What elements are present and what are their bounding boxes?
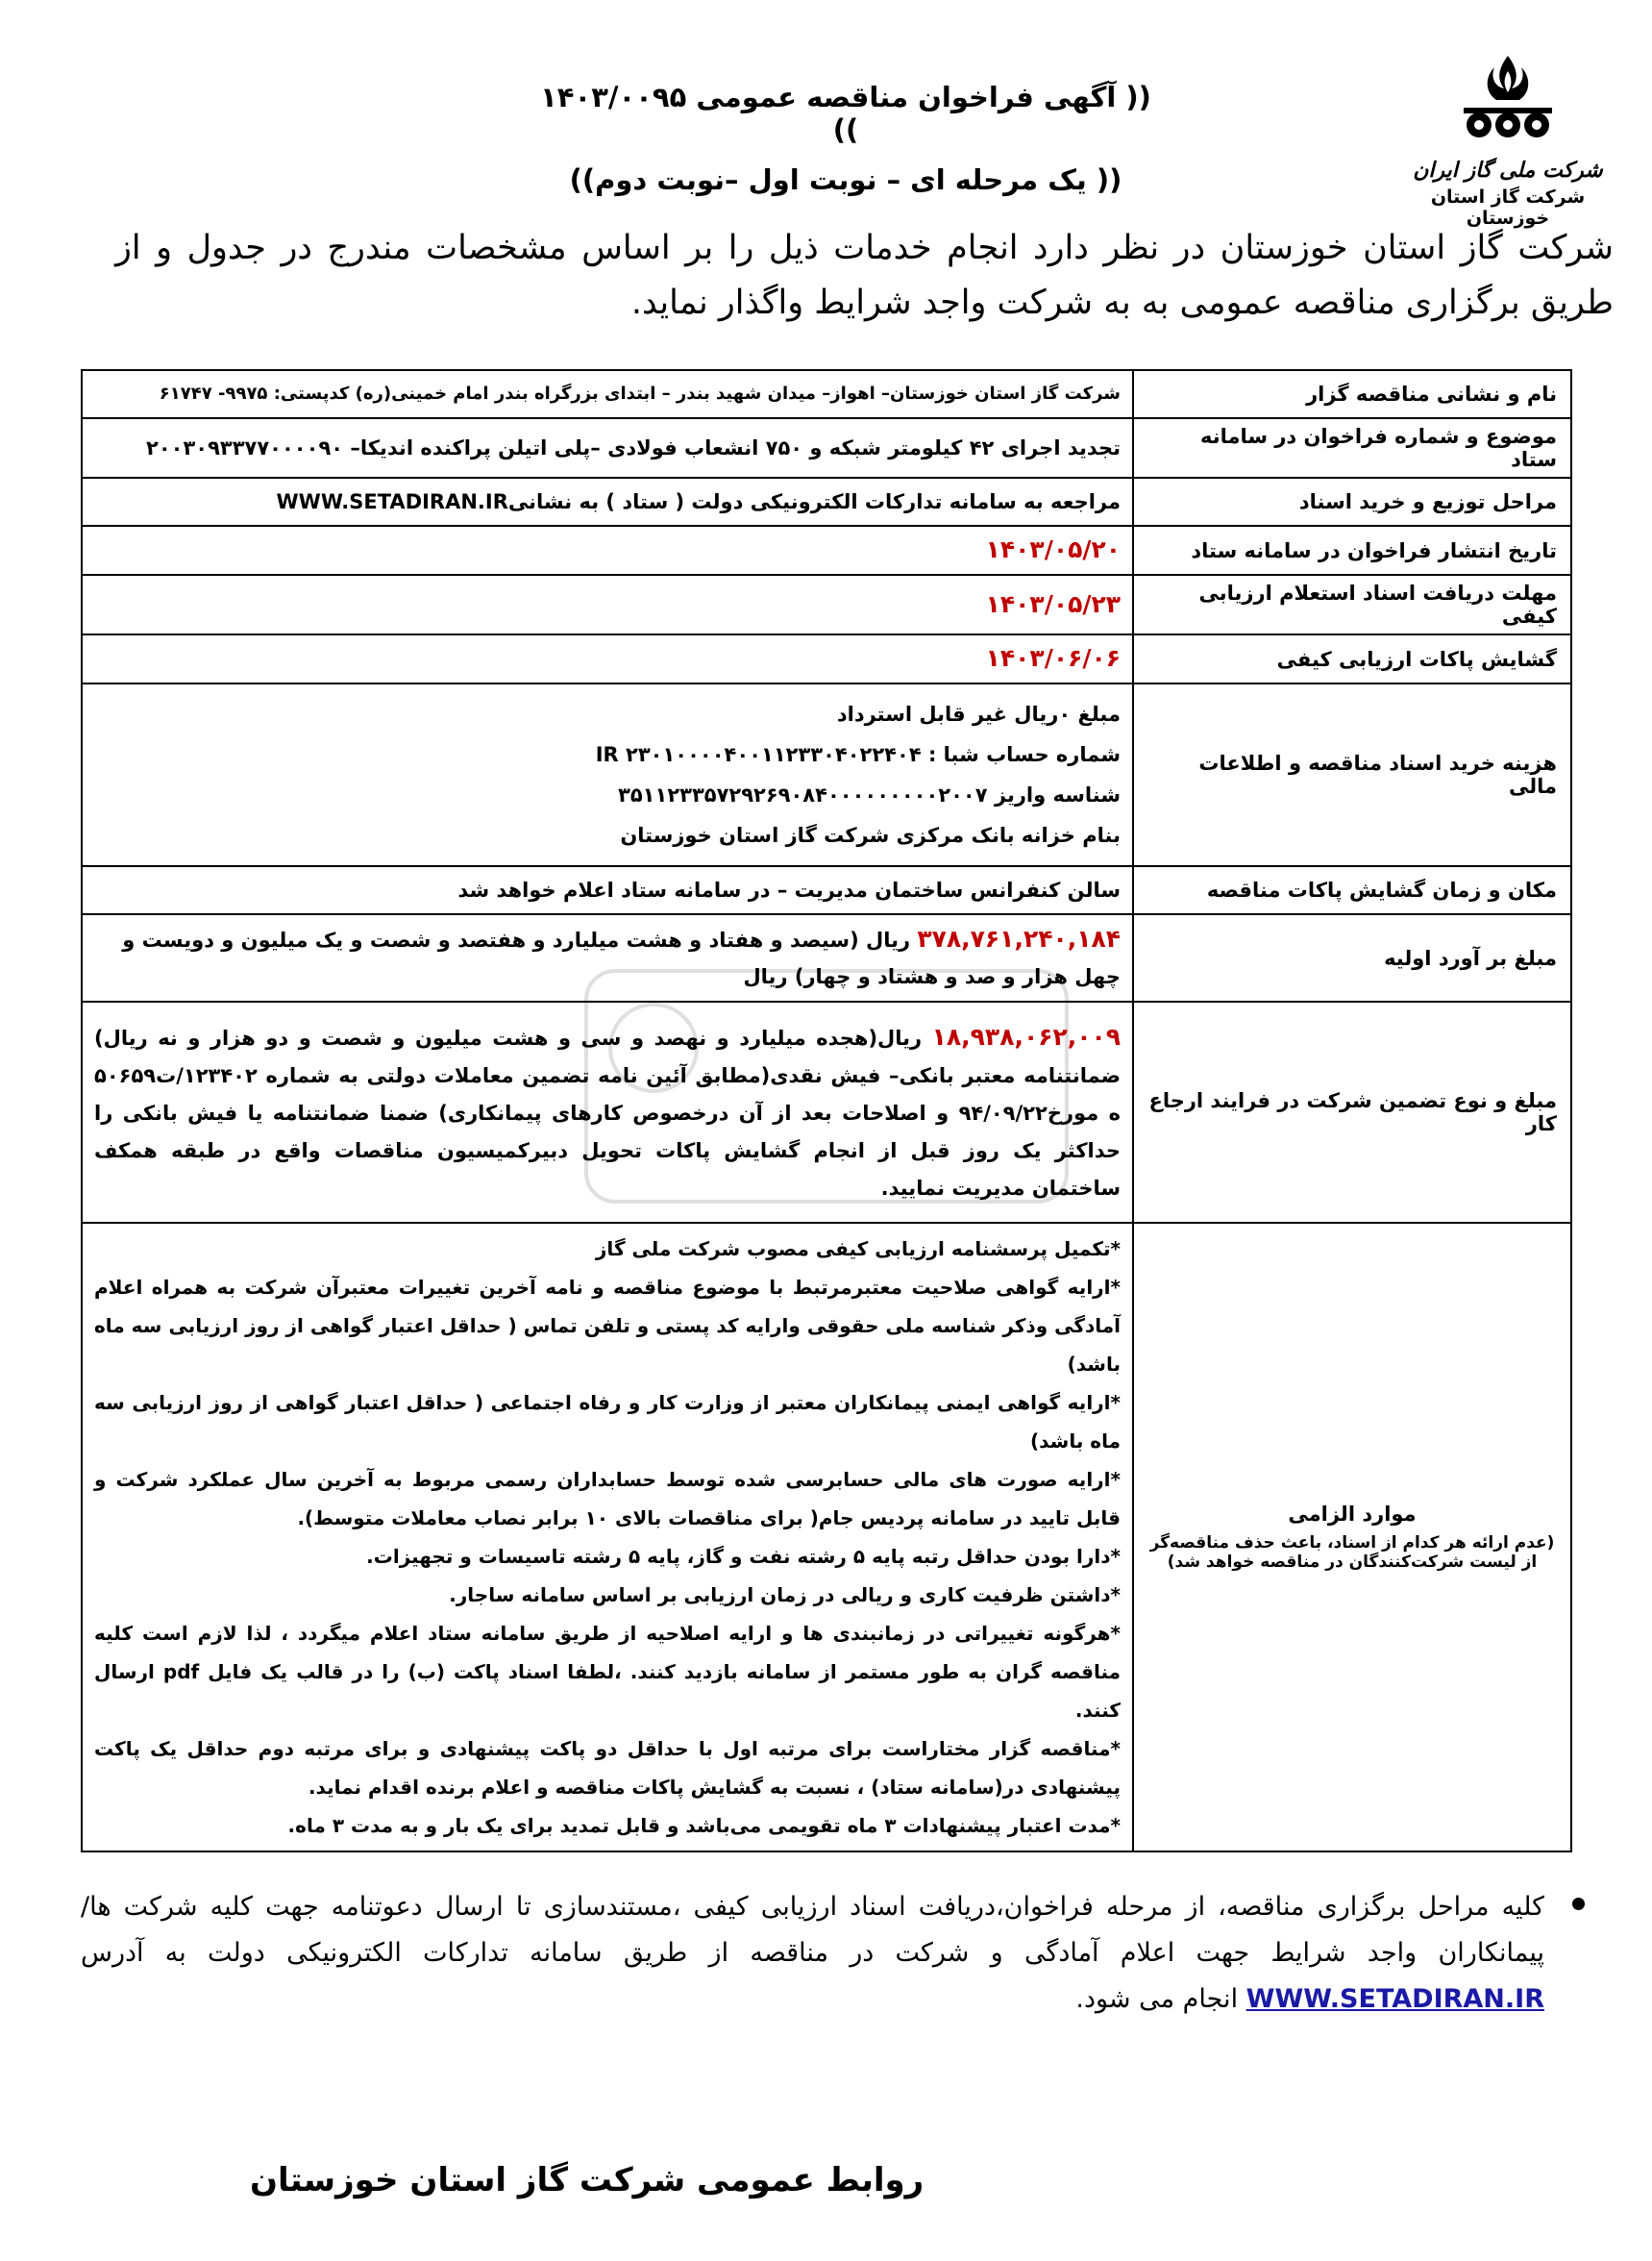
- logo-subtitle: شرکت گاز استان خوزستان: [1430, 186, 1586, 229]
- list-item: *ارایه گواهی صلاحیت معتبرمرتبط با موضوع مناقصه و نامه آخرین تغییرات معتبرآن شرکت به همراه اعلام آمادگی وذکر شناسه ملی حقوقی وارایه کد پستی و تلفن تماس ( حداقل اعتبار گواهی از روز ارزیابی سه ماه باشد): [94, 1276, 1121, 1376]
- flame-logo-icon: [1450, 48, 1566, 154]
- table-row: [82, 634, 1571, 683]
- row-label: هزینه خرید اسناد مناقصه و اطلاعات مالی: [1133, 683, 1571, 866]
- bank-line: بنام خزانه بانک مرکزی شرکت گاز استان خوزستان: [620, 824, 1121, 847]
- table-row: [82, 683, 1571, 866]
- row-label: مبلغ بر آورد اولیه: [1133, 914, 1571, 1002]
- list-item: *ارایه گواهی ایمنی پیمانکاران معتبر از وزارت کار و رفاه اجتماعی ( حداقل اعتبار گواهی از روز ارزیابی سه ماه باشد): [94, 1391, 1121, 1453]
- table-row: [82, 418, 1571, 478]
- row-label: مکان و زمان گشایش پاکات مناقصه: [1133, 866, 1571, 914]
- table-row: [82, 370, 1571, 418]
- list-item: *دارا بودن حداقل رتبه پایه ۵ رشته نفت و گاز، پایه ۵ رشته تاسیسات و تجهیزات.: [366, 1545, 1121, 1568]
- row-label: نام و نشانی مناقصه گزار: [1133, 370, 1571, 418]
- estimate-amount: ۳۷۸,۷۶۱,۲۴۰,۱۸۴: [917, 925, 1121, 953]
- bullet-text-block: [81, 1884, 1544, 2023]
- table-row: [82, 1002, 1571, 1223]
- row-label: مراحل توزیع و خرید اسناد: [1133, 478, 1571, 526]
- row-value: شرکت گاز استان خوزستان– اهواز– میدان شهید بندر – ابتدای بزرگراه بندر امام خمینی(ره) کدپستی: ۹۹۷۵- ۶۱۷۴۷: [82, 370, 1133, 418]
- table-row: [82, 914, 1571, 1002]
- row-value: [82, 1223, 1133, 1851]
- bullet-note: [81, 1884, 1604, 2023]
- list-item: *داشتن ظرفیت کاری و ریالی در زمان ارزیابی بر اساس سامانه ساجار.: [449, 1583, 1121, 1606]
- list-item: *مناقصه گزار مختاراست برای مرتبه اول با حداقل دو پاکت پیشنهادی و برای مرتبه دوم حداقل یک پاکت پیشنهادی در(سامانه ستاد) ، نسبت به گشایش پاکات مناقصه و اعلام برنده اقدام نماید.: [94, 1737, 1121, 1799]
- row-label: تاریخ انتشار فراخوان در سامانه ستاد: [1133, 526, 1571, 575]
- list-item: *ارایه صورت های مالی حسابرسی شده توسط حسابداران رسمی مربوط به آخرین سال عملکرد شرکت و قابل تایید در سامانه پردیس جام( برای مناقصات بالای ۱۰ برابر نصاب معاملات متوسط).: [94, 1468, 1121, 1529]
- table-row: [82, 575, 1571, 634]
- table-row: [82, 866, 1571, 914]
- requirements-label: موارد الزامی: [1288, 1503, 1417, 1526]
- setad-url[interactable]: WWW.SETADIRAN.IR: [276, 490, 508, 513]
- row-value: [82, 526, 1133, 575]
- row-value: [82, 914, 1133, 1002]
- footer-signature: روابط عمومی شرکت گاز استان خوزستان: [250, 2161, 925, 2199]
- bullet-icon: [1572, 1898, 1585, 1910]
- tender-title: (( آگهی فراخوان مناقصه عمومی ۱۴۰۳/۰۰۹۵ )): [540, 81, 1151, 146]
- row-value: [82, 683, 1133, 866]
- tender-subtitle: (( یک مرحله ای – نوبت اول –نوبت دوم)): [569, 163, 1122, 196]
- row-value: تجدید اجرای ۴۲ کیلومتر شبکه و ۷۵۰ انشعاب فولادی –پلی اتیلن پراکنده اندیکا– ۲۰۰۳۰۹۳۳۷۷۰۰۰۰۹۰: [82, 418, 1133, 478]
- sheba-line: شماره حساب شبا : IR ۲۳۰۱۰۰۰۰۴۰۰۱۱۲۳۳۰۴۰۲۲۴۰۴: [595, 743, 1121, 766]
- row-value: [82, 478, 1133, 526]
- row-value: سالن کنفرانس ساختمان مدیریت – در سامانه ستاد اعلام خواهد شد: [82, 866, 1133, 914]
- table-row: [82, 526, 1571, 575]
- guarantee-text: ریال(هجده میلیارد و نهصد و سی و هشت میلیون و شصت و دو هزار و نه ریال) ضمانتنامه معتبر بانکی– فیش نقدی(مطابق آئین نامه تضمین معاملات دولتی به شماره ۱۲۳۴۰۲/ت۵۰۶۵۹ ه مورخ۹۴/۰۹/۲۲ و اصلاحات بعد از آن درخصوص کارهای پیمانکاری) ضمنا ضمانتنامه یا فیش بانکی را حداکثر یک روز قبل از انجام گشایش پاکات تحویل دبیرکمیسیون مناقصات واقع در طبقه همکف ساختمان مدیریت نمایید.: [94, 1026, 1121, 1200]
- list-item: *هرگونه تغییراتی در زمانبندی ها و ارایه اصلاحیه از طریق سامانه ستاد اعلام میگردد ، لذا لازم است کلیه مناقصه گران به طور مستمر از سامانه بازدید کنند. ،لطفا اسناد پاکت (ب) را در قالب یک فایل pdf ارسال کنند.: [94, 1622, 1121, 1722]
- opening-date: ۱۴۰۳/۰۶/۰۶: [985, 644, 1121, 672]
- row-label: موضوع و شماره فراخوان در سامانه ستاد: [1133, 418, 1571, 478]
- row-label: مبلغ و نوع تضمین شرکت در فرایند ارجاع کار: [1133, 1002, 1571, 1223]
- row-value: [82, 634, 1133, 683]
- table-row: [82, 478, 1571, 526]
- publish-date: ۱۴۰۳/۰۵/۲۰: [985, 535, 1121, 563]
- company-logo: [1412, 48, 1604, 229]
- tender-details-table: [81, 369, 1572, 1852]
- bullet-tail: انجام می شود.: [1075, 1984, 1246, 2014]
- fee-line: مبلغ ۰ریال غیر قابل استرداد: [836, 703, 1121, 726]
- deadline-date: ۱۴۰۳/۰۵/۲۳: [985, 589, 1121, 618]
- table-row: [82, 1223, 1571, 1851]
- guarantee-amount: ۱۸,۹۳۸,۰۶۲,۰۰۹: [931, 1022, 1121, 1051]
- row-label: گشایش پاکات ارزیابی کیفی: [1133, 634, 1571, 683]
- distribution-text: مراجعه به سامانه تدارکات الکترونیکی دولت ( ستاد ) به نشانی: [507, 490, 1121, 513]
- row-label: [1133, 1223, 1571, 1851]
- row-label: مهلت دریافت اسناد استعلام ارزیابی کیفی: [1133, 575, 1571, 634]
- setad-link[interactable]: WWW.SETADIRAN.IR: [1245, 1984, 1544, 2014]
- deposit-id-line: شناسه واریز ۳۵۱۱۲۳۳۵۷۲۹۲۶۹۰۸۴۰۰۰۰۰۰۰۰۰۲۰۰۷: [618, 783, 1121, 807]
- estimate-text: ریال (سیصد و هفتاد و هشت میلیارد و هفتصد و شصت و یک میلیون و دویست و چهل هزار و صد و هشتاد و چهار) ریال: [122, 929, 1121, 988]
- list-item: *تکمیل پرسشنامه ارزیابی کیفی مصوب شرکت ملی گاز: [595, 1237, 1121, 1260]
- row-value: [82, 575, 1133, 634]
- intro-paragraph: شرکت گاز استان خوزستان در نظر دارد انجام خدمات ذیل را بر اساس مشخصات مندرج در جدول و از طریق برگزاری مناقصه عمومی به به شرکت واجد شرایط واگذار نماید.: [115, 229, 1614, 322]
- bullet-text: کلیه مراحل برگزاری مناقصه، از مرحله فراخوان،دریافت اسناد ارزیابی کیفی ،مستندسازی تا ارسال دعوتنامه جهت کلیه شرکت ها/پیمانکاران واجد شرایط جهت اعلام آمادگی و شرکت در مناقصه از طریق سامانه تدارکات الکترونیکی دولت به آدرس: [81, 1892, 1544, 1968]
- requirements-note: (عدم ارائه هر کدام از اسناد، باعث حذف مناقصه‌گر از لیست شرکت‌کنندگان در مناقصه خواهد شد): [1149, 1533, 1555, 1572]
- logo-script-text: شرکت ملی گاز ایران: [1413, 158, 1603, 183]
- list-item: *مدت اعتبار پیشنهادات ۳ ماه تقویمی می‌باشد و قابل تمدید برای یک بار و به مدت ۳ ماه.: [287, 1814, 1121, 1837]
- row-value: [82, 1002, 1133, 1223]
